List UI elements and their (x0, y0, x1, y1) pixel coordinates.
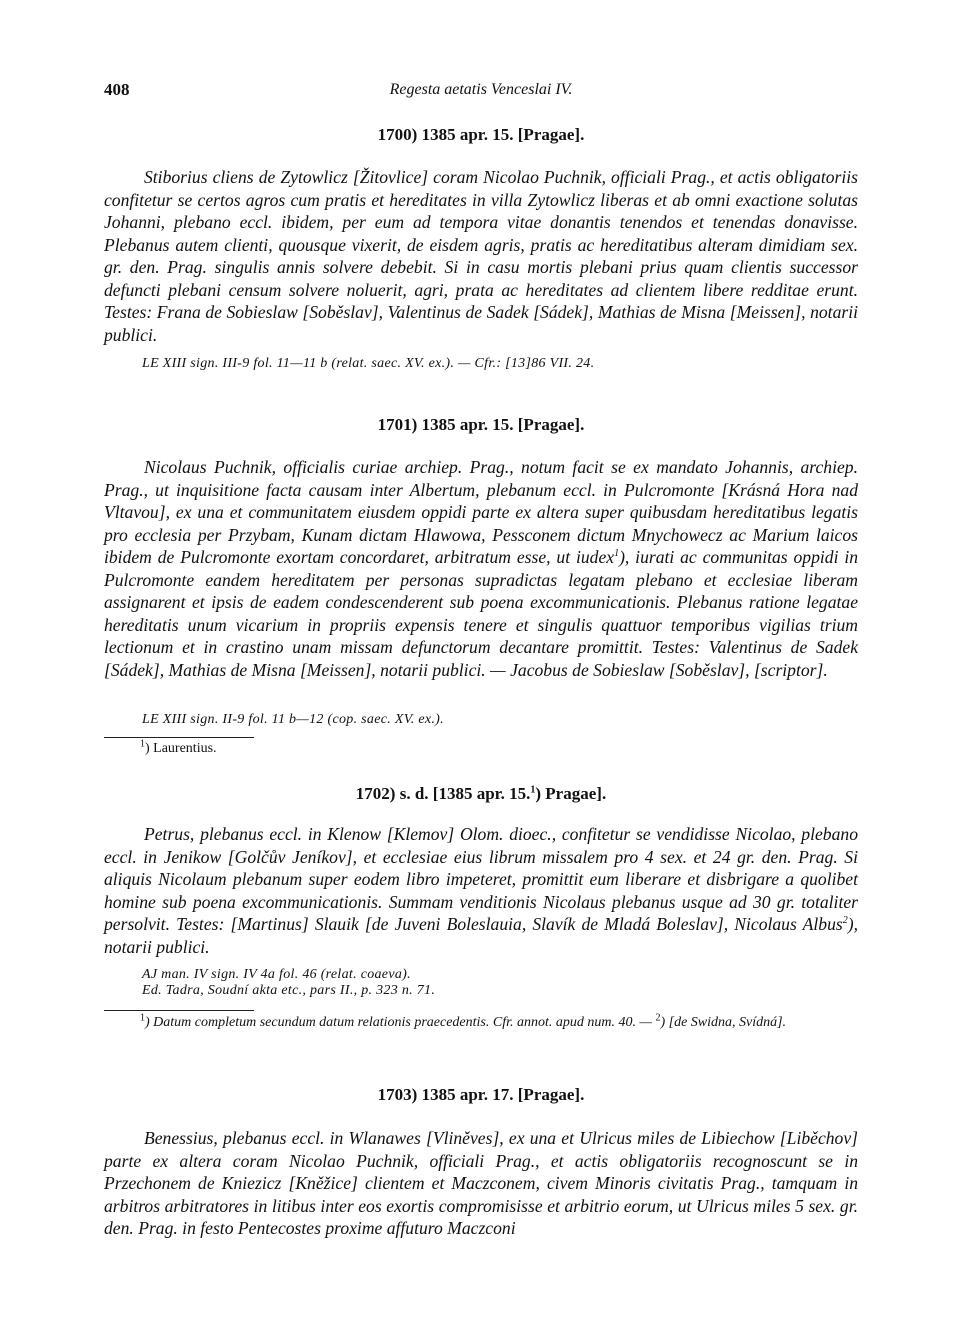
entry-1702-source-2: Ed. Tadra, Soudní akta etc., pars II., p. 323 n. 71. (142, 983, 436, 998)
entry-1701-source: LE XIII sign. II-9 fol. 11 b—12 (cop. saec. XV. ex.). (142, 712, 444, 727)
entry-1701-paragraph (104, 456, 858, 681)
entry-1702-title (104, 783, 858, 805)
footnote-ref-1: 1 (614, 548, 620, 560)
page-header (104, 80, 858, 102)
entry-1700-source: LE XIII sign. III-9 fol. 11—11 b (relat. saec. XV. ex.). — Cfr.: [13]86 VII. 24. (142, 356, 595, 371)
footnote-mark-1: 1 (140, 1012, 145, 1024)
entry-1700-text (104, 166, 858, 346)
entry-1703-title: 1703) 1385 apr. 17. [Pragae]. (377, 1085, 585, 1104)
entry-1702-title-part-b: ) Pragae]. (535, 784, 607, 803)
entry-1702-text (104, 823, 858, 958)
entry-1700-paragraph: Stiborius cliens de Zytowlicz [Žitovlice] coram Nicolao Puchnik, officiali Prag., et actis obligatoriis confitetur se certos agros cum pratis et hereditates in villa Zytowlicz liberas et ab omni exactione solutas Johanni, plebano eccl. ibidem, per eum ad tempora vitae donantis tenendos et tenendas donavisse. Plebanus autem clienti, quousque vixerit, de eisdem agris, pratis ac hereditatibus alteram dimidiam sex. gr. den. Prag. singulis annis solvere debebit. Si in casu mortis plebani prius quam clientis successor defuncti plebani censum solvere noluerit, agri, prata ac hereditates ad clientem libere redditae erunt. Testes: Frana de Sobieslaw [Soběslav], Valentinus de Sadek [Sádek], Mathias de Misna [Meissen], notarii publici. (104, 167, 858, 345)
running-title: Regesta aetatis Venceslai IV. (389, 81, 573, 98)
entry-1702-source-1: AJ man. IV sign. IV 4a fol. 46 (relat. coaeva). (142, 967, 411, 982)
entry-1702-title-part-a: 1702) s. d. [1385 apr. 15. (355, 784, 531, 803)
footnote-ref-2: 2 (842, 915, 848, 927)
footnote-text-1: ) Datum completum secundum datum relationis praecedentis. Cfr. annot. apud num. 40. — (145, 1015, 656, 1030)
entry-1702-paragraph (104, 823, 858, 958)
entry-1703-text (104, 1127, 858, 1240)
title-footnote-ref: 1 (530, 784, 536, 796)
entry-1700-title: 1700) 1385 apr. 15. [Pragae]. (377, 125, 585, 144)
footnote-text-2: ) [de Swidna, Svídná]. (660, 1015, 787, 1030)
footnote-rule (104, 737, 254, 738)
footnote-mark: 1 (140, 738, 145, 750)
page-number: 408 (104, 80, 130, 99)
footnote-rule (104, 1010, 254, 1011)
entry-1702-text-part-a: Petrus, plebanus eccl. in Klenow [Klemov] Olom. dioec., confitetur se vendidisse Nicolao, plebano eccl. in Jenikow [Golčův Jeníkov], et ecclesiae eius librum missalem pro 4 sex. et 24 gr. den. Prag. Si aliquis Nicolaum plebanum super eodem libro impeteret, promittit eum liberare et disbrigare a quolibet homine sub poena excommunicationis. Summam venditionis Nicolaus plebanus usque ad 30 gr. totaliter persolvit. Testes: [Martinus] Slauik [de Juveni Boleslauia, Slavík de Mladá Boleslav], Nicolaus Albus (104, 824, 858, 934)
footnote-mark-2: 2 (655, 1012, 661, 1024)
entry-1702-footnotes (104, 1014, 858, 1032)
entry-1701-text-part-b: ), iurati ac communitas oppidi in Pulcromonte eandem hereditatem per personas supradictas legatam plebano et ecclesiae liberam assignarent et ipsis de eadem condescenderent sub poena excommunicationis. Plebanus ratione legatae hereditatis unum vicarium in propriis expensis tenere et singulis quattuor temporibus vigilias trium lectionum et in crastino unam missam defunctorum decantare promittit. Testes: Valentinus de Sadek [Sádek], Mathias de Misna [Meissen], notarii publici. — Jacobus de Sobieslaw [Soběslav], [scriptor]. (104, 547, 858, 680)
entry-1701-footnote (104, 740, 858, 758)
entry-1701-text (104, 456, 858, 681)
entry-1703-paragraph: Benessius, plebanus eccl. in Wlanawes [Vliněves], ex una et Ulricus miles de Libiechow [Liběchov] parte ex altera coram Nicolao Puchnik, officiali Prag., et actis obligatoriis recognoscunt se in Przechonem de Kniezicz [Kněžice] clientem et Maczconem, civem Minoris civitatis Prag., tamquam in arbitros arbitratores in litibus inter eos exortis compromisisse et arbitrio eorum, ut Ulricus miles 5 sex. gr. den. Prag. in festo Pentecostes proxime affuturo Maczconi (104, 1128, 858, 1238)
entry-1702-text-part-b: ), notarii publici. (104, 914, 858, 957)
entry-1701-title: 1701) 1385 apr. 15. [Pragae]. (377, 415, 585, 434)
footnote-text: ) Laurentius. (145, 741, 217, 756)
entry-1701-text-part-a: Nicolaus Puchnik, officialis curiae archiep. Prag., notum facit se ex mandato Johannis, archiep. Prag., ut inquisitione facta causam inter Albertum, plebanum eccl. in Pulcromonte [Krásná Hora nad Vltavou], ex una et communitatem eiusdem oppidi parte ex altera super quibusdam hereditatibus legatis pro ecclesia per Przybam, Kunam dictam Hlawowa, Pessconem dictum Mnychowecz ac Marium laicos ibidem de Pulcromonte exortam concordaret, arbitratum esse, ut iudex (104, 457, 858, 567)
